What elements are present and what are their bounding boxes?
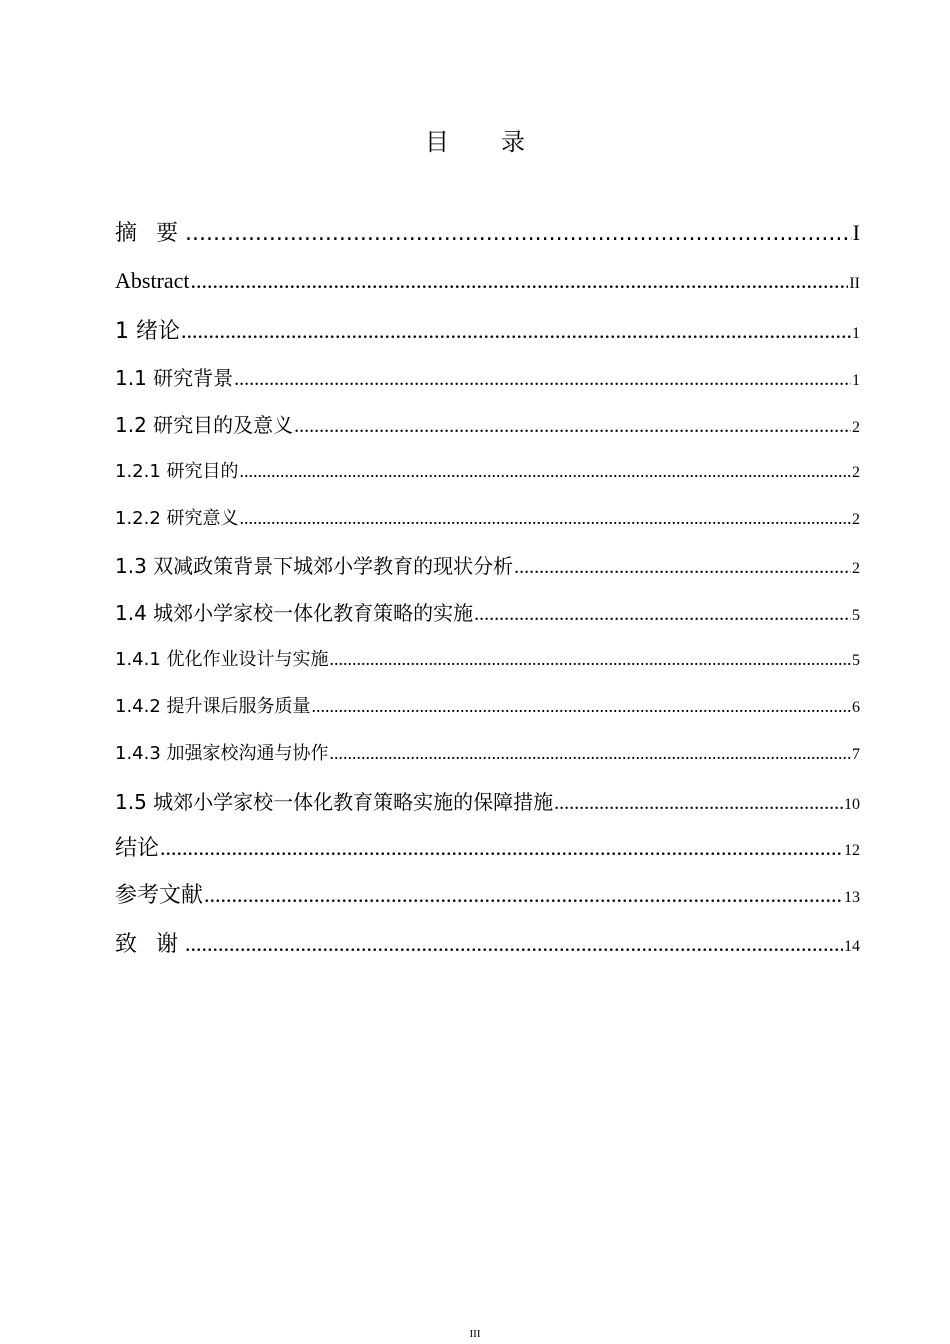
toc-entry-page: II bbox=[849, 275, 860, 292]
toc-entry-page: 5 bbox=[852, 652, 860, 669]
toc-entry-1-1[interactable] bbox=[115, 362, 860, 391]
toc-leader-dots bbox=[191, 268, 849, 294]
toc-entry-label: 1.5 城郊小学家校一体化教育策略实施的保障措施 bbox=[115, 790, 554, 814]
toc-entry-label: 1.3 双减政策背景下城郊小学教育的现状分析 bbox=[115, 554, 514, 578]
toc-leader-dots bbox=[554, 792, 843, 815]
toc-entry-page: 1 bbox=[852, 372, 860, 389]
toc-entry-1-4[interactable] bbox=[115, 597, 860, 626]
toc-entry-label: 1.1 研究背景 bbox=[115, 366, 234, 390]
toc-entry-1-4-3[interactable] bbox=[115, 739, 860, 765]
toc-entry-label: 1 绪论 bbox=[115, 319, 180, 344]
toc-entry-label: 参考文献 bbox=[115, 883, 204, 908]
toc-leader-dots bbox=[240, 461, 851, 482]
toc-entry-label: 致 谢 bbox=[115, 932, 184, 957]
toc-entry-page: 6 bbox=[852, 699, 860, 716]
toc-leader-dots bbox=[474, 603, 851, 626]
toc-entry-label: 1.2.1 研究目的 bbox=[115, 461, 239, 482]
toc-entry-page: 10 bbox=[844, 796, 860, 813]
toc-leader-dots bbox=[185, 221, 852, 246]
toc-leader-dots bbox=[181, 318, 851, 344]
toc-leader-dots bbox=[294, 415, 851, 438]
toc-entry-label: 1.4.1 优化作业设计与实施 bbox=[115, 649, 329, 670]
footer-page-number: III bbox=[469, 1328, 481, 1340]
toc-entry-page: 12 bbox=[844, 842, 860, 859]
toc-entry-acknowledgements[interactable] bbox=[115, 927, 860, 958]
toc-leader-dots bbox=[185, 931, 843, 957]
toc-entry-label: 1.4.2 提升课后服务质量 bbox=[115, 696, 311, 717]
toc-entry-conclusion[interactable] bbox=[115, 831, 860, 862]
toc-entry-page: 14 bbox=[844, 938, 860, 955]
toc-entry-1-2-2[interactable] bbox=[115, 504, 860, 530]
toc-entry-abstract-en[interactable] bbox=[115, 268, 860, 294]
toc-entry-label: 1.2 研究目的及意义 bbox=[115, 413, 294, 437]
toc-leader-dots bbox=[204, 882, 843, 908]
toc-entry-page: 2 bbox=[852, 560, 860, 577]
toc-entry-1-2-1[interactable] bbox=[115, 457, 860, 483]
toc-entry-page: 2 bbox=[852, 464, 860, 481]
toc-entry-page: 2 bbox=[852, 511, 860, 528]
toc-leader-dots bbox=[160, 835, 843, 861]
toc-entry-label: Abstract bbox=[115, 268, 190, 293]
toc-entry-page: 5 bbox=[852, 607, 860, 624]
toc-entry-label: 1.4.3 加强家校沟通与协作 bbox=[115, 743, 329, 764]
toc-entry-page: 2 bbox=[852, 419, 860, 436]
toc-entry-page: 7 bbox=[852, 746, 860, 763]
toc-entry-1-5[interactable] bbox=[115, 786, 860, 815]
toc-entry-label: 结论 bbox=[115, 836, 160, 861]
toc-leader-dots bbox=[330, 649, 851, 670]
toc-entry-page: 13 bbox=[844, 889, 860, 906]
toc-entry-1-2[interactable] bbox=[115, 409, 860, 438]
toc-entry-1-4-2[interactable] bbox=[115, 692, 860, 718]
toc-leader-dots bbox=[234, 368, 851, 391]
toc-leader-dots bbox=[514, 556, 851, 579]
toc-leader-dots bbox=[330, 743, 851, 764]
toc-leader-dots bbox=[240, 508, 851, 529]
toc-entry-page: I bbox=[852, 220, 860, 245]
toc-entry-1-3[interactable] bbox=[115, 550, 860, 579]
toc-entry-label: 1.4 城郊小学家校一体化教育策略的实施 bbox=[115, 601, 474, 625]
toc-title: 目 录 bbox=[425, 128, 539, 156]
toc-entry-label: 摘 要 bbox=[115, 221, 184, 246]
toc-entry-chapter-1[interactable] bbox=[115, 314, 860, 345]
toc-entry-page: 1 bbox=[852, 325, 860, 342]
toc-entry-references[interactable] bbox=[115, 878, 860, 909]
toc-entry-1-4-1[interactable] bbox=[115, 645, 860, 671]
toc-leader-dots bbox=[312, 696, 851, 717]
toc-entry-abstract-cn[interactable] bbox=[115, 216, 860, 247]
toc-entry-label: 1.2.2 研究意义 bbox=[115, 508, 239, 529]
